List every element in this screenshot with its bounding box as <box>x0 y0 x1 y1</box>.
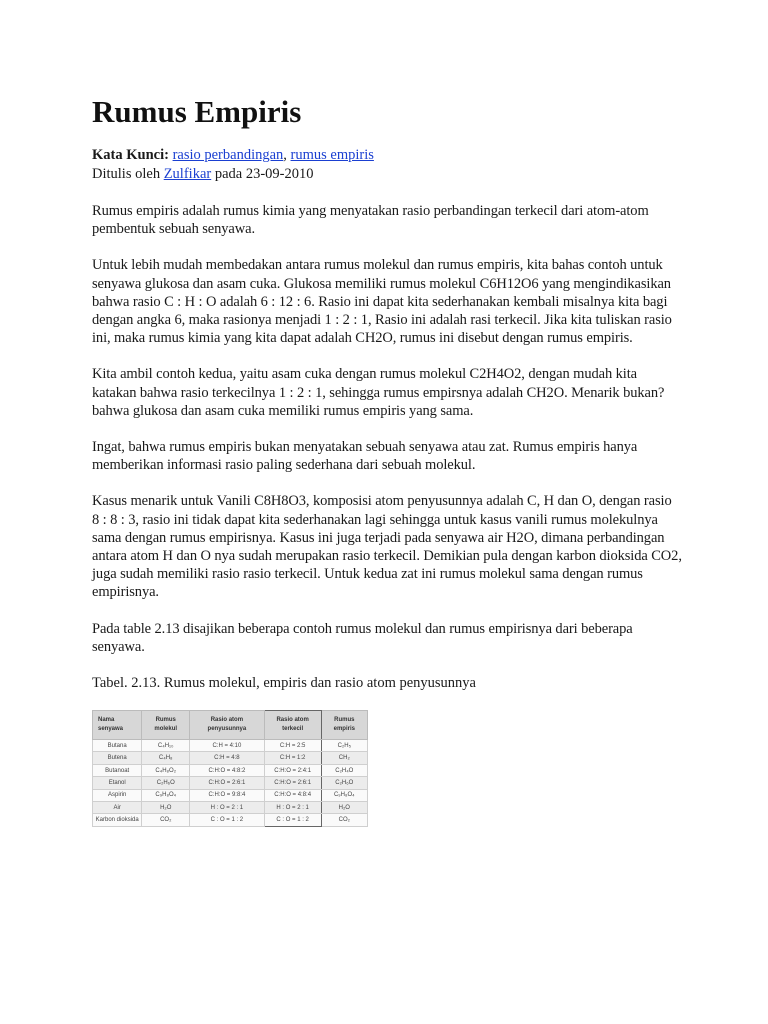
paragraph-glukosa: Untuk lebih mudah membedakan antara rumus molekul dan rumus empiris, kita bahas contoh untuk senyawa glukosa dan asam cuka. Glukosa memiliki rumus molekul C6H12O6 yang mengindikasikan bahwa rasio C : H : O adalah 6 : 12 : 6. Rasio ini dapat kita sederhanakan kembali misalnya kita bagi dengan angka 6, maka rasionya menjadi 1 : 2 : 1, Rasio ini adalah rasi terkecil. Jika kita tuliskan rasio ini, maka rumus kimia yang kita dapat adalah CH2O, rumus ini disebut dengan rumus empiris. <box>92 257 672 347</box>
formula-table <box>92 710 368 827</box>
page-title: Rumus Empiris <box>92 94 302 129</box>
header-rumus-molekul: Rumus molekul <box>142 711 190 740</box>
table-cell: Butana <box>93 740 142 752</box>
table-cell: C:H:O = 2:6:1 <box>190 777 265 789</box>
table-cell: C₂H₅ <box>321 740 367 752</box>
table-cell: Karbon dioksida <box>93 814 142 826</box>
table-cell: C:H = 4:10 <box>190 740 265 752</box>
table-cell: C:H:O = 2:6:1 <box>264 777 321 789</box>
formula-table-image <box>92 710 368 827</box>
table-cell: C:H = 2:5 <box>264 740 321 752</box>
table-cell: C:H = 1:2 <box>264 752 321 764</box>
table-cell: CH₂ <box>321 752 367 764</box>
table-cell: C₂H₆O <box>142 777 190 789</box>
table-cell: C₂H₄O <box>321 764 367 776</box>
keywords-line <box>92 146 682 165</box>
header-nama-senyawa: Nama senyawa <box>93 711 142 740</box>
table-row <box>93 777 368 789</box>
table-cell: C:H:O = 4:8:2 <box>190 764 265 776</box>
table-cell: C : O = 1 : 2 <box>190 814 265 826</box>
table-cell: Aspirin <box>93 789 142 801</box>
paragraph-definition: Rumus empiris adalah rumus kimia yang menyatakan rasio perbandingan terkecil dari atom-atom pembentuk sebuah senyawa. <box>92 203 649 238</box>
table-cell: C₄H₁₀ <box>142 740 190 752</box>
paragraph-asam-cuka: Kita ambil contoh kedua, yaitu asam cuka dengan rumus molekul C2H4O2, dengan mudah kita katakan bahwa rasio terkecilnya 1 : 2 : 1, sehingga rumus empirsnya adalah CH2O. Menarik bukan? bahwa glukosa dan asam cuka memiliki rumus empiris yang sama. <box>92 366 665 419</box>
document-page <box>92 92 682 827</box>
keyword-link-rumus-empiris[interactable]: rumus empiris <box>290 147 374 163</box>
paragraph-table-intro: Pada table 2.13 disajikan beberapa contoh rumus molekul dan rumus empirisnya dari beberapa senyawa. <box>92 620 633 655</box>
header-rasio-atom-terkecil: Rasio atom terkecil <box>264 711 321 740</box>
table-row <box>93 814 368 826</box>
paragraph-ingat: Ingat, bahwa rumus empiris bukan menyatakan sebuah senyawa atau zat. Rumus empiris hanya memberikan informasi rasio paling sederhana dari sebuah molekul. <box>92 439 638 474</box>
table-cell: C₄H₈O₂ <box>142 764 190 776</box>
table-cell: C:H:O = 2:4:1 <box>264 764 321 776</box>
table-row <box>93 802 368 814</box>
table-cell: C : O = 1 : 2 <box>264 814 321 826</box>
table-row <box>93 764 368 776</box>
keyword-link-rasio-perbandingan[interactable]: rasio perbandingan <box>172 147 284 163</box>
table-cell: C₂H₆O <box>321 777 367 789</box>
table-header-row <box>93 711 368 740</box>
table-cell: C:H:O = 9:8:4 <box>190 789 265 801</box>
table-cell: H : O = 2 : 1 <box>190 802 265 814</box>
keyword-separator: , <box>283 147 287 163</box>
table-cell: Etanol <box>93 777 142 789</box>
table-cell: C₉H₈O₄ <box>142 789 190 801</box>
table-cell: Air <box>93 802 142 814</box>
table-row <box>93 789 368 801</box>
table-cell: C₄H₈ <box>142 752 190 764</box>
table-cell: C:H = 4:8 <box>190 752 265 764</box>
publish-date: pada 23-09-2010 <box>214 166 314 182</box>
table-cell: C₉H₈O₄ <box>321 789 367 801</box>
table-row <box>93 752 368 764</box>
author-link[interactable]: Zulfikar <box>163 166 212 182</box>
table-cell: CO₂ <box>321 814 367 826</box>
table-row <box>93 740 368 752</box>
table-cell: H₂O <box>321 802 367 814</box>
header-rumus-empiris: Rumus empiris <box>321 711 367 740</box>
table-caption: Tabel. 2.13. Rumus molekul, empiris dan rasio atom penyusunnya <box>92 675 476 692</box>
table-cell: Butena <box>93 752 142 764</box>
byline <box>92 165 682 184</box>
table-cell: H₂O <box>142 802 190 814</box>
header-rasio-atom-penyusun: Rasio atom penyusunnya <box>190 711 265 740</box>
byline-prefix: Ditulis oleh <box>92 166 161 182</box>
keywords-label: Kata Kunci: <box>92 147 169 163</box>
table-cell: C:H:O = 4:8:4 <box>264 789 321 801</box>
paragraph-vanili: Kasus menarik untuk Vanili C8H8O3, komposisi atom penyusunnya adalah C, H dan O, dengan rasio 8 : 8 : 3, rasio ini tidak dapat kita sederhanakan lagi sehingga untuk kasus vanili rumus molekulnya sama dengan rumus empirisnya. Kasus ini juga terjadi pada senyawa air H2O, dimana perbandingan antara atom H dan O nya sudah merupakan rasio terkecil. Demikian pula dengan karbon dioksida CO2, juga sudah memiliki rasio rasio terkecil. Untuk kedua zat ini rumus molekul sama dengan rumus empirisnya. <box>92 493 682 601</box>
table-cell: CO₂ <box>142 814 190 826</box>
table-cell: Butanoat <box>93 764 142 776</box>
table-cell: H : O = 2 : 1 <box>264 802 321 814</box>
